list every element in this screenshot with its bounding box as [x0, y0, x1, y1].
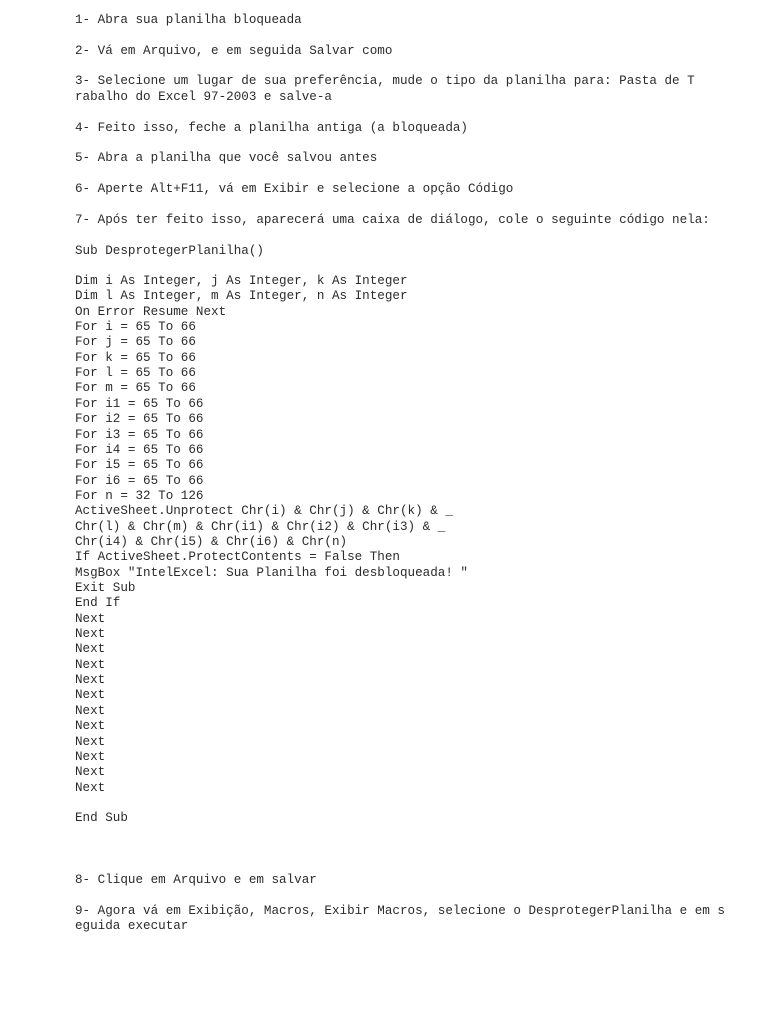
- code-line: Next: [75, 642, 106, 657]
- code-line: On Error Resume Next: [75, 304, 227, 319]
- code-line: For i6 = 65 To 66: [75, 473, 204, 488]
- step-3-line-2: rabalho do Excel 97-2003 e salve-a: [75, 90, 332, 104]
- code-line: For j = 65 To 66: [75, 335, 196, 350]
- code-line: ActiveSheet.Unprotect Chr(i) & Chr(j) & Chr(k) & _: [75, 504, 453, 519]
- code-line: For n = 32 To 126: [75, 488, 204, 503]
- code-end-sub: End Sub: [75, 811, 128, 825]
- code-line: For l = 65 To 66: [75, 366, 196, 381]
- code-line: For i4 = 65 To 66: [75, 442, 204, 457]
- step-6: 6- Aperte Alt+F11, vá em Exibir e selecione a opção Código: [75, 182, 514, 196]
- code-line: Next: [75, 734, 106, 749]
- code-line: MsgBox "IntelExcel: Sua Planilha foi desbloqueada! ": [75, 565, 468, 580]
- code-line: Next: [75, 719, 106, 734]
- code-line: For k = 65 To 66: [75, 350, 196, 365]
- code-line: For i1 = 65 To 66: [75, 396, 204, 411]
- step-3-line-1: 3- Selecione um lugar de sua preferência, mude o tipo da planilha para: Pasta de T: [75, 74, 695, 88]
- code-line: For i5 = 65 To 66: [75, 458, 204, 473]
- step-2: 2- Vá em Arquivo, e em seguida Salvar como: [75, 44, 393, 58]
- code-line: Exit Sub: [75, 581, 136, 595]
- code-line: Next: [75, 703, 106, 718]
- code-line: Chr(l) & Chr(m) & Chr(i1) & Chr(i2) & Chr(i3) & _: [75, 519, 446, 534]
- step-4: 4- Feito isso, feche a planilha antiga (a bloqueada): [75, 121, 468, 135]
- code-line: Next: [75, 765, 106, 780]
- code-line: If ActiveSheet.ProtectContents = False Then: [75, 550, 400, 565]
- code-line: For i3 = 65 To 66: [75, 427, 204, 442]
- step-7: 7- Após ter feito isso, aparecerá uma caixa de diálogo, cole o seguinte código nela:: [75, 213, 710, 227]
- code-sub-header: Sub DesprotegerPlanilha(): [75, 244, 264, 258]
- step-1: 1- Abra sua planilha bloqueada: [75, 13, 302, 27]
- code-line: For i2 = 65 To 66: [75, 412, 204, 427]
- code-line: Dim i As Integer, j As Integer, k As Integer: [75, 274, 408, 288]
- code-line: Next: [75, 657, 106, 672]
- step-8: 8- Clique em Arquivo e em salvar: [75, 873, 317, 887]
- code-line: Next: [75, 688, 106, 703]
- code-line: Next: [75, 780, 106, 795]
- code-line: For i = 65 To 66: [75, 320, 196, 335]
- code-line: Chr(i4) & Chr(i5) & Chr(i6) & Chr(n): [75, 534, 348, 549]
- code-line: End If: [75, 596, 121, 611]
- code-line: Next: [75, 627, 106, 642]
- step-5: 5- Abra a planilha que você salvou antes: [75, 151, 378, 165]
- code-line: Dim l As Integer, m As Integer, n As Integer: [75, 289, 408, 304]
- code-line: Next: [75, 673, 106, 688]
- code-line: Next: [75, 749, 106, 764]
- step-9-line-1: 9- Agora vá em Exibição, Macros, Exibir Macros, selecione o DesprotegerPlanilha e em s: [75, 904, 725, 918]
- code-line: For m = 65 To 66: [75, 381, 196, 396]
- code-line: Next: [75, 611, 106, 626]
- step-9-line-2: eguida executar: [75, 919, 189, 933]
